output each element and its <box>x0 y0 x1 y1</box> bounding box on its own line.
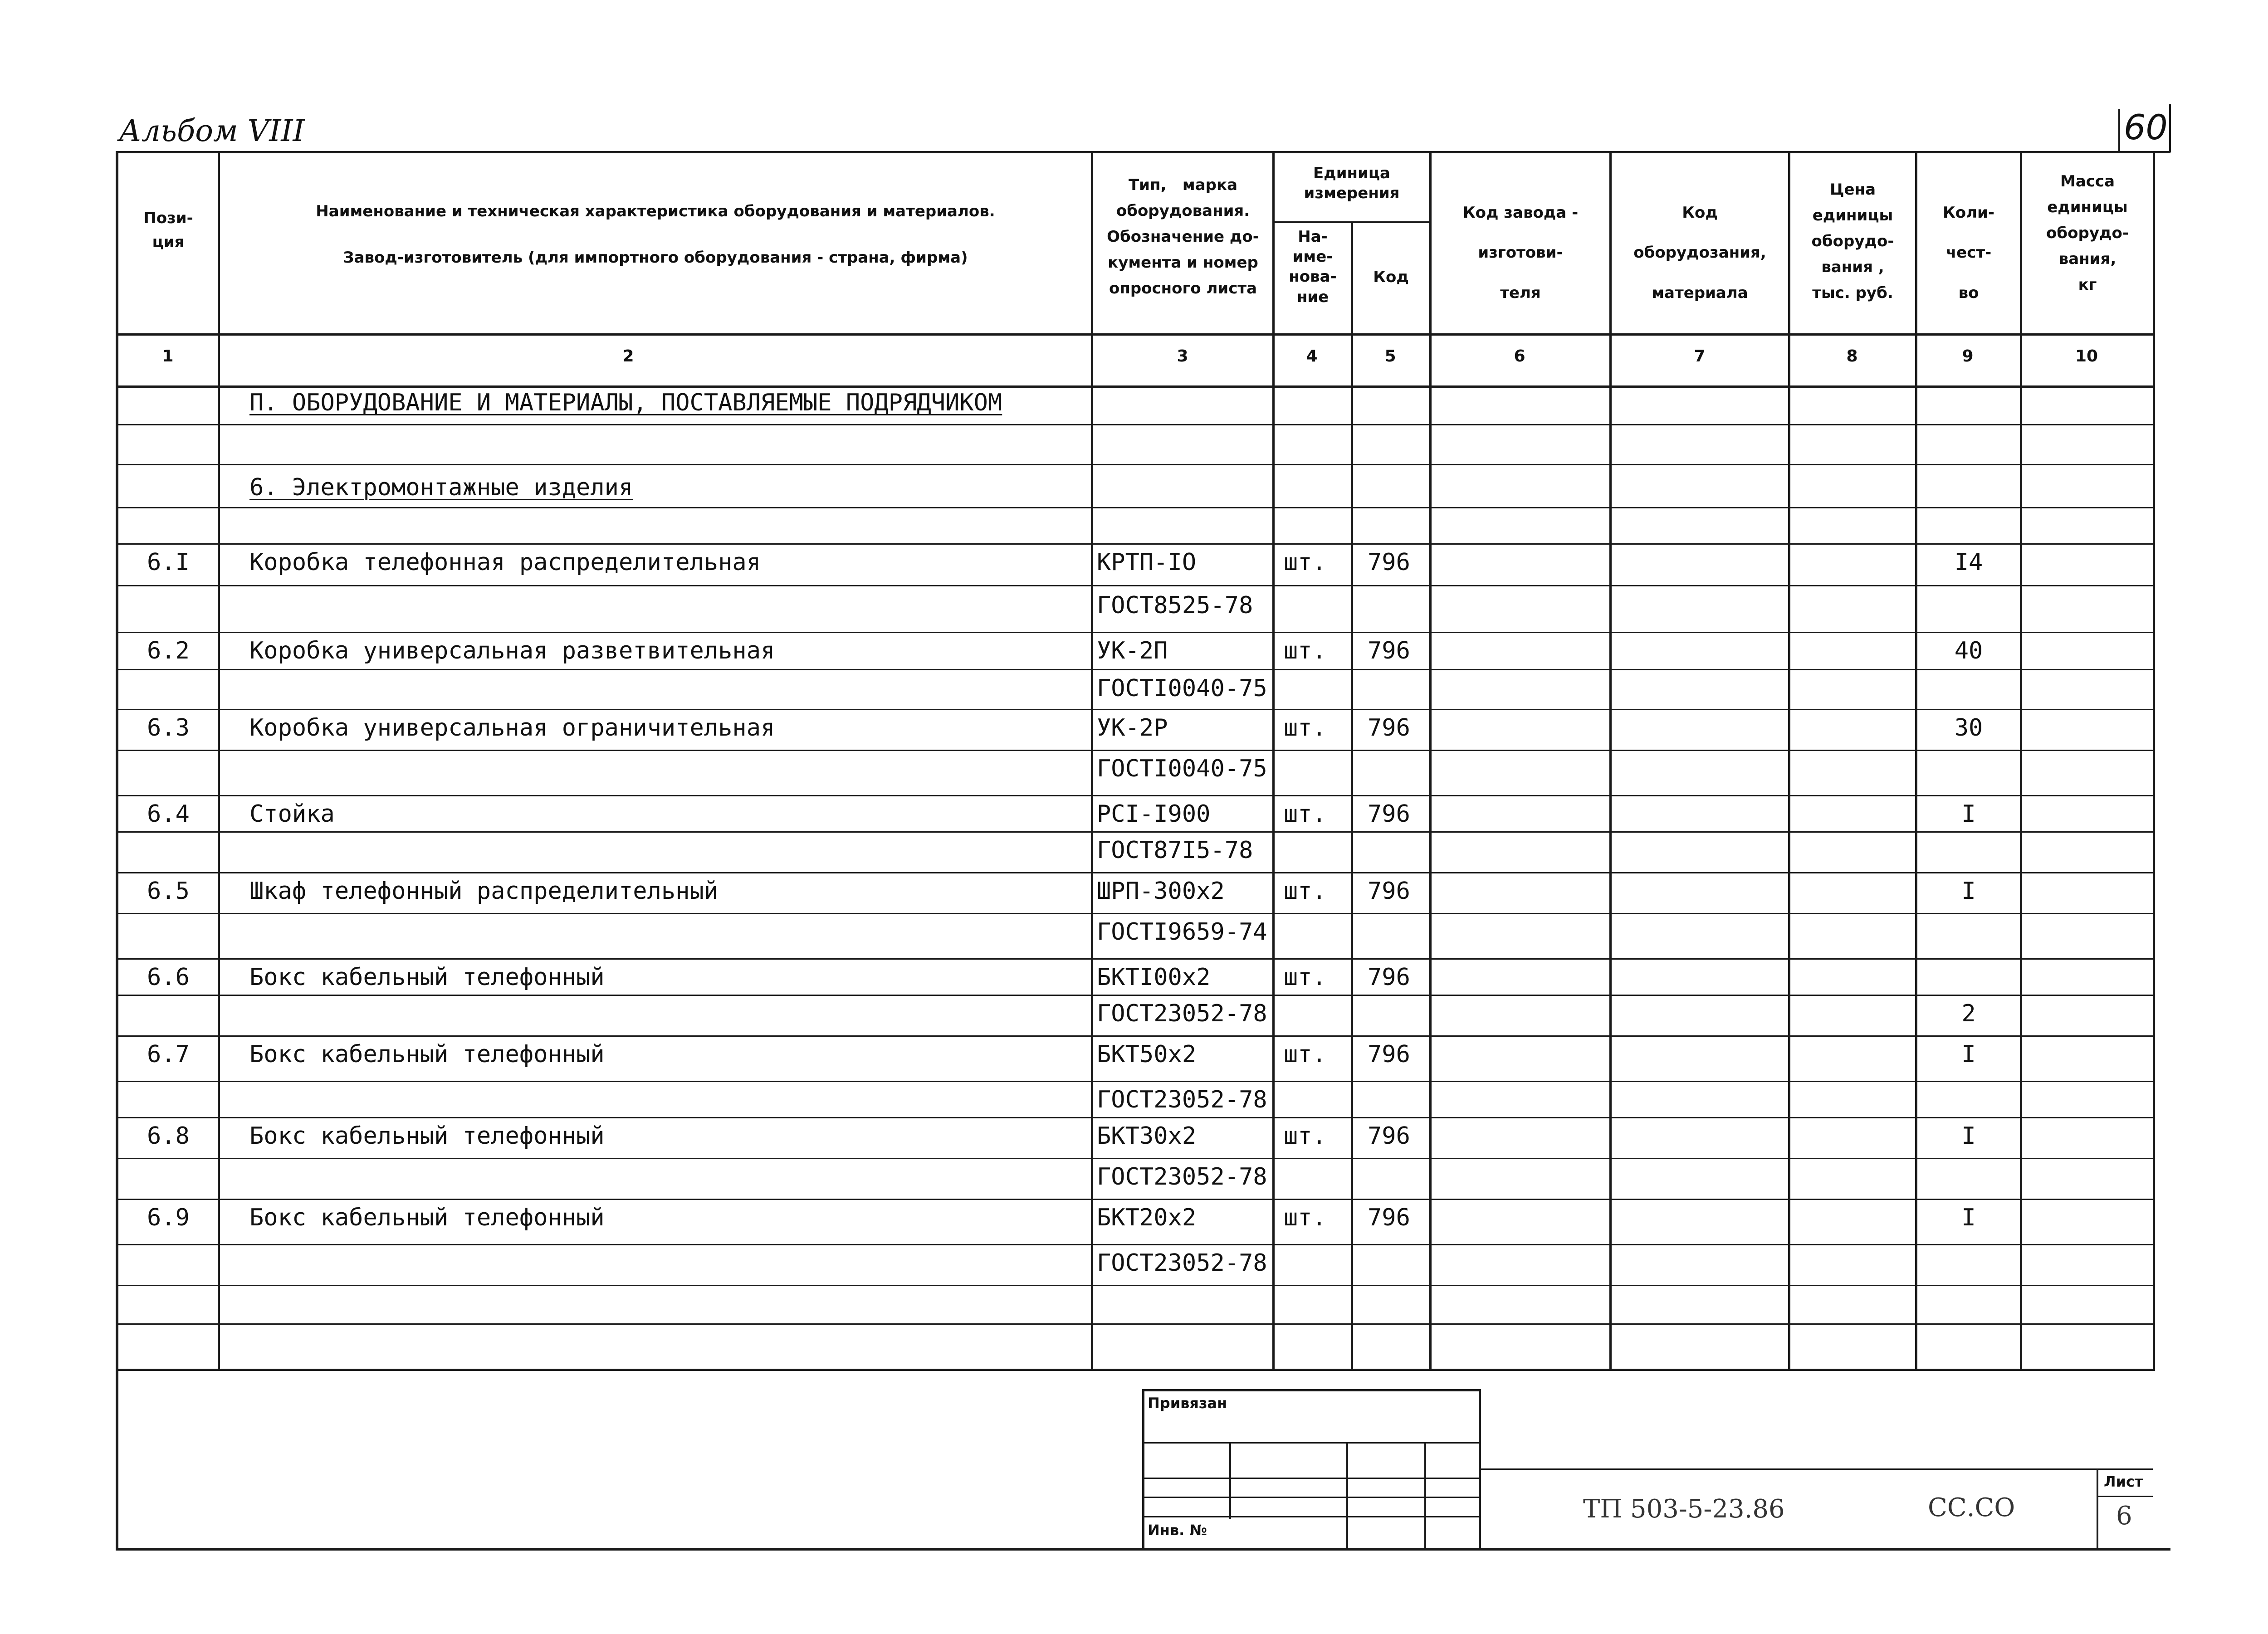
item-unit-code: 796 <box>1368 637 1410 664</box>
item-quantity: I <box>1961 878 1976 905</box>
item-gost: ГОСТ8525-78 <box>1097 592 1253 619</box>
item-name: Коробка телефонная распределительная <box>249 549 761 576</box>
sheet-number-top: 60 <box>2124 107 2168 147</box>
item-unit: шт. <box>1284 1041 1326 1068</box>
item-position: 6.5 <box>147 878 190 905</box>
item-unit-code: 796 <box>1368 878 1410 905</box>
item-type: БКТ20х2 <box>1097 1204 1197 1231</box>
column-number: 1 <box>162 347 174 366</box>
item-unit: шт. <box>1284 964 1326 991</box>
header-factory-code: Код завода - изготови- теля <box>1462 204 1579 302</box>
item-type: PCI-I900 <box>1097 800 1211 828</box>
item-unit: шт. <box>1284 637 1326 664</box>
header-equipment-code: Код оборудозания, материала <box>1633 204 1766 302</box>
item-quantity: I4 <box>1954 549 1983 576</box>
header-type: Тип, марка оборудования. Обозначение до- кумента и номер опросного листа <box>1107 176 1259 298</box>
item-type: БКТ50х2 <box>1097 1041 1197 1068</box>
item-gost: ГОСТ87I5-78 <box>1097 837 1253 864</box>
item-unit-code: 796 <box>1368 800 1410 828</box>
column-number: 7 <box>1694 347 1706 366</box>
item-gost: ГОСТI0040-75 <box>1097 675 1267 702</box>
item-type: УК-2П <box>1097 637 1168 664</box>
frame-left <box>116 151 118 1550</box>
header-quantity: Коли- чест- во <box>1943 204 1994 302</box>
item-type: УК-2Р <box>1097 714 1168 741</box>
header-position: Пози- ция <box>143 209 193 251</box>
item-gost: ГОСТ23052-78 <box>1097 1163 1267 1190</box>
top-border <box>116 151 2170 153</box>
item-name: Бокс кабельный телефонный <box>249 1204 605 1231</box>
item-position: 6.4 <box>147 800 190 828</box>
item-position: 6.I <box>147 549 190 576</box>
stamp-inventory-label: Инв. № <box>1148 1522 1207 1539</box>
item-name: Бокс кабельный телефонный <box>249 1041 605 1068</box>
header-name-line2: Завод-изготовитель (для импортного оборудования - страна, фирма) <box>343 249 968 267</box>
item-name: Коробка универсальная ограничительная <box>249 714 775 741</box>
column-number: 2 <box>622 347 634 366</box>
item-unit-code: 796 <box>1368 1122 1410 1150</box>
album-label: Альбом VIII <box>119 113 305 148</box>
item-position: 6.3 <box>147 714 190 741</box>
item-type: ШРП-300х2 <box>1097 878 1225 905</box>
stamp-bound-label: Привязан <box>1148 1395 1227 1412</box>
item-name: Коробка универсальная разветвительная <box>249 637 775 664</box>
item-unit: шт. <box>1284 800 1326 828</box>
item-unit: шт. <box>1284 1204 1326 1231</box>
column-number: 5 <box>1384 347 1396 366</box>
item-unit-code: 796 <box>1368 1204 1410 1231</box>
column-number: 3 <box>1177 347 1188 366</box>
header-mass: Масса единицы оборудо- вания, кг <box>2046 172 2129 294</box>
item-unit: шт. <box>1284 878 1326 905</box>
item-name: Бокс кабельный телефонный <box>249 1122 605 1150</box>
item-gost: ГОСТI0040-75 <box>1097 755 1267 782</box>
item-quantity: I <box>1961 1122 1976 1150</box>
item-type: БКТI00х2 <box>1097 964 1211 991</box>
sheet-number: 6 <box>2116 1501 2132 1531</box>
header-name-line1: Наименование и техническая характеристика оборудования и материалов. <box>316 202 995 220</box>
item-position: 6.2 <box>147 637 190 664</box>
item-gost: ГОСТ23052-78 <box>1097 1086 1267 1113</box>
header-unit-price: Цена единицы оборудо- вания , тыс. руб. <box>1811 180 1894 302</box>
document-suffix: СС.СО <box>1928 1493 2015 1522</box>
item-unit-code: 796 <box>1368 549 1410 576</box>
item-quantity: I <box>1961 800 1976 828</box>
item-quantity: 40 <box>1954 637 1983 664</box>
item-gost: ГОСТ23052-78 <box>1097 1249 1267 1277</box>
column-number: 9 <box>1962 347 1974 366</box>
item-position: 6.7 <box>147 1041 190 1068</box>
sheet-label: Лист <box>2104 1473 2143 1490</box>
item-quantity: I <box>1961 1041 1976 1068</box>
item-gost: ГОСТ23052-78 <box>1097 1000 1267 1027</box>
item-type: БКТ30х2 <box>1097 1122 1197 1150</box>
item-position: 6.8 <box>147 1122 190 1150</box>
section-title: П. ОБОРУДОВАНИЕ И МАТЕРИАЛЫ, ПОСТАВЛЯЕМЫЕ ПОДРЯДЧИКОМ <box>249 389 1002 416</box>
item-unit-code: 796 <box>1368 714 1410 741</box>
item-unit-code: 796 <box>1368 1041 1410 1068</box>
item-position: 6.6 <box>147 964 190 991</box>
header-unit-code: Код <box>1373 268 1409 286</box>
item-unit: шт. <box>1284 714 1326 741</box>
header-unit-name: На- име- нова- ние <box>1289 228 1337 306</box>
column-number: 10 <box>2075 347 2098 366</box>
column-number: 4 <box>1306 347 1318 366</box>
item-name: Бокс кабельный телефонный <box>249 964 605 991</box>
item-quantity-extra: 2 <box>1961 1000 1976 1027</box>
item-gost: ГОСТI9659-74 <box>1097 918 1267 946</box>
column-number: 6 <box>1514 347 1525 366</box>
item-name: Шкаф телефонный распределительный <box>249 878 719 905</box>
item-unit: шт. <box>1284 549 1326 576</box>
document-code: ТП 503-5-23.86 <box>1583 1494 1785 1524</box>
item-quantity: I <box>1961 1204 1976 1231</box>
header-unit: Единица измерения <box>1304 164 1400 203</box>
item-type: КРТП-IO <box>1097 549 1197 576</box>
item-name: Стойка <box>249 800 335 828</box>
item-unit: шт. <box>1284 1122 1326 1150</box>
item-quantity: 30 <box>1954 714 1983 741</box>
item-unit-code: 796 <box>1368 964 1410 991</box>
item-position: 6.9 <box>147 1204 190 1231</box>
subsection-title: 6. Электромонтажные изделия <box>249 474 633 501</box>
column-number: 8 <box>1846 347 1858 366</box>
